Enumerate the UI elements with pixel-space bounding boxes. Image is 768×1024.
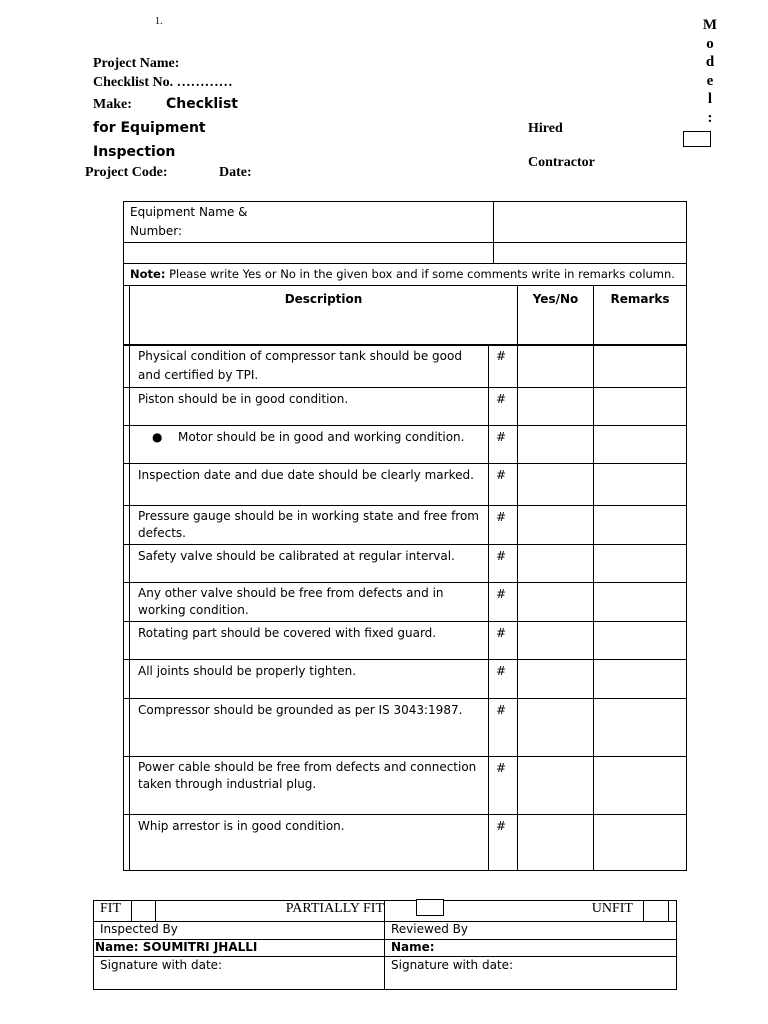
yes-no-cell[interactable] bbox=[518, 583, 594, 622]
remarks-cell[interactable] bbox=[594, 388, 687, 426]
row-mark: # bbox=[489, 757, 518, 815]
table-row bbox=[124, 660, 687, 699]
row-description: Piston should be in good condition. bbox=[130, 388, 489, 426]
row-mark: # bbox=[489, 583, 518, 622]
table-row bbox=[124, 545, 687, 583]
reviewer-signature: Signature with date: bbox=[385, 957, 677, 990]
equipment-extra-label-cell bbox=[124, 243, 494, 264]
checklist-table bbox=[123, 201, 687, 286]
row-description: Physical condition of compressor tank should be good and certified by TPI. bbox=[130, 345, 489, 388]
table-row bbox=[124, 464, 687, 506]
yes-no-cell[interactable] bbox=[518, 699, 594, 757]
date-label: Date: bbox=[219, 165, 252, 180]
note-label: Note: bbox=[130, 267, 166, 281]
yes-no-cell[interactable] bbox=[518, 757, 594, 815]
remarks-cell[interactable] bbox=[594, 545, 687, 583]
row-description-bulleted bbox=[130, 426, 489, 464]
checklist-body-table bbox=[123, 344, 687, 871]
row-mark: # bbox=[489, 506, 518, 545]
inspector-name: Name: SOUMITRI JHALLI bbox=[94, 940, 385, 957]
yes-no-cell[interactable] bbox=[518, 426, 594, 464]
row-mark: # bbox=[489, 545, 518, 583]
yes-no-cell[interactable] bbox=[518, 622, 594, 660]
remarks-cell[interactable] bbox=[594, 464, 687, 506]
equipment-name-label bbox=[124, 202, 494, 243]
table-row bbox=[124, 699, 687, 757]
row-mark: # bbox=[489, 699, 518, 757]
table-row bbox=[124, 622, 687, 660]
row-description: Safety valve should be calibrated at regular interval. bbox=[130, 545, 489, 583]
checklist-number-label: Checklist No. ………… bbox=[93, 75, 233, 90]
row-description: Compressor should be grounded as per IS 3043:1987. bbox=[130, 699, 489, 757]
hired-label: Hired bbox=[528, 121, 563, 136]
row-description: All joints should be properly tighten. bbox=[130, 660, 489, 699]
remarks-cell[interactable] bbox=[594, 757, 687, 815]
remarks-cell[interactable] bbox=[594, 345, 687, 388]
row-mark: # bbox=[489, 388, 518, 426]
model-letter: d bbox=[705, 54, 715, 70]
model-letter: o bbox=[706, 35, 714, 52]
row-description: Pressure gauge should be in working state and free from defects. bbox=[130, 506, 489, 545]
checklist-rows-table bbox=[123, 285, 687, 346]
row-mark: # bbox=[489, 815, 518, 871]
note-text: Please write Yes or No in the given box and if some comments write in remarks column. bbox=[169, 267, 675, 281]
remarks-cell[interactable] bbox=[594, 583, 687, 622]
row-description: Rotating part should be covered with fixed guard. bbox=[130, 622, 489, 660]
table-row bbox=[124, 757, 687, 815]
table-row bbox=[124, 345, 687, 388]
note-row bbox=[124, 264, 687, 286]
page-number: 1. bbox=[155, 16, 163, 27]
inspector-signature: Signature with date: bbox=[94, 957, 385, 990]
model-letter: M bbox=[702, 17, 718, 33]
yes-no-cell[interactable] bbox=[518, 464, 594, 506]
table-row bbox=[124, 388, 687, 426]
model-input-box[interactable] bbox=[683, 131, 711, 147]
model-letter: : bbox=[707, 109, 713, 126]
bullet-icon: ● bbox=[152, 430, 163, 444]
remarks-cell[interactable] bbox=[594, 622, 687, 660]
yes-no-cell[interactable] bbox=[518, 545, 594, 583]
project-code-label: Project Code: bbox=[85, 165, 168, 180]
table-row bbox=[124, 583, 687, 622]
equipment-name-field[interactable] bbox=[494, 202, 687, 243]
yes-no-cell[interactable] bbox=[518, 815, 594, 871]
row-description: Any other valve should be free from defects and in working condition. bbox=[130, 583, 489, 622]
remarks-header: Remarks bbox=[594, 286, 687, 346]
row-mark: # bbox=[489, 660, 518, 699]
row-mark: # bbox=[489, 464, 518, 506]
remarks-cell[interactable] bbox=[594, 660, 687, 699]
remarks-cell[interactable] bbox=[594, 506, 687, 545]
remarks-cell[interactable] bbox=[594, 699, 687, 757]
description-header: Description bbox=[130, 286, 518, 346]
table-row bbox=[124, 426, 687, 464]
yes-no-cell[interactable] bbox=[518, 506, 594, 545]
unfit-edge-cell bbox=[669, 901, 677, 922]
row-description: Inspection date and due date should be clearly marked. bbox=[130, 464, 489, 506]
row-mark: # bbox=[489, 345, 518, 388]
equipment-extra-field[interactable] bbox=[494, 243, 687, 264]
model-letter: e bbox=[706, 72, 714, 89]
document-title-line-1: Checklist bbox=[166, 96, 238, 112]
inspected-by-label: Inspected By bbox=[94, 922, 385, 940]
project-name-label: Project Name: bbox=[93, 56, 180, 71]
yes-no-cell[interactable] bbox=[518, 388, 594, 426]
remarks-cell[interactable] bbox=[594, 815, 687, 871]
equipment-name-text: Equipment Name & Number: bbox=[130, 205, 248, 238]
unfit-label: UNFIT bbox=[385, 901, 644, 922]
document-title-line-2: for Equipment bbox=[93, 120, 206, 136]
remarks-cell[interactable] bbox=[594, 426, 687, 464]
partially-fit-label: PARTIALLY FIT bbox=[156, 901, 385, 922]
table-row bbox=[124, 506, 687, 545]
yes-no-header: Yes/No bbox=[518, 286, 594, 346]
row-mark: # bbox=[489, 426, 518, 464]
reviewer-name: Name: bbox=[385, 940, 677, 957]
yes-no-cell[interactable] bbox=[518, 660, 594, 699]
row-mark: # bbox=[489, 622, 518, 660]
make-label: Make: bbox=[93, 97, 132, 112]
unfit-checkbox[interactable] bbox=[644, 901, 669, 922]
fit-label: FIT bbox=[94, 901, 132, 922]
model-letter: l bbox=[707, 91, 713, 107]
yes-no-cell[interactable] bbox=[518, 345, 594, 388]
document-title-line-3: Inspection bbox=[93, 144, 176, 160]
row-description: Motor should be in good and working condition. bbox=[178, 430, 465, 444]
partially-fit-checkbox[interactable] bbox=[416, 899, 444, 916]
reviewed-by-label: Reviewed By bbox=[385, 922, 677, 940]
contractor-label: Contractor bbox=[528, 155, 595, 170]
model-label-vertical bbox=[700, 16, 720, 127]
row-description: Whip arrestor is in good condition. bbox=[130, 815, 489, 871]
row-description: Power cable should be free from defects and connection taken through industrial plug. bbox=[130, 757, 489, 815]
table-row bbox=[124, 815, 687, 871]
fit-checkbox[interactable] bbox=[132, 901, 156, 922]
signoff-table bbox=[93, 900, 677, 990]
